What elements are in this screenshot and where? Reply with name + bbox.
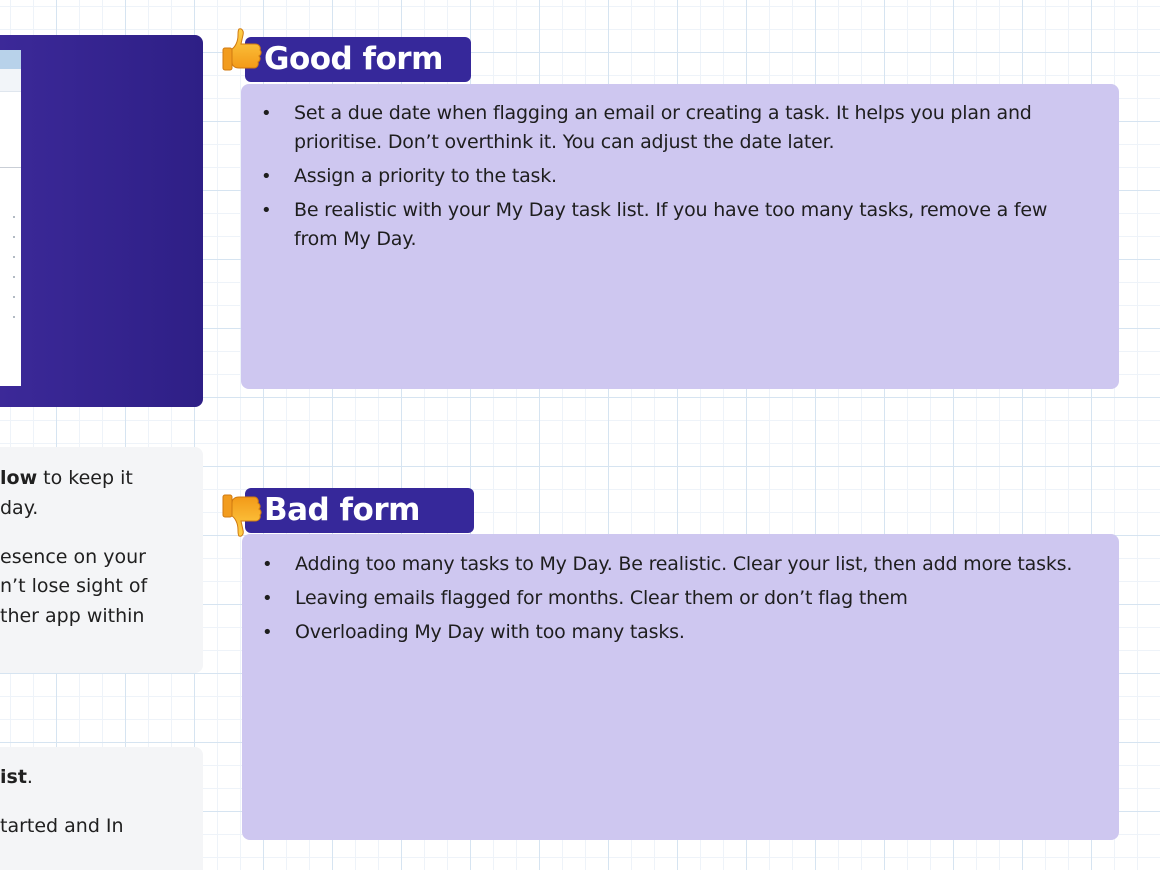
good-form-item: • Be realistic with your My Day task list. If you have too many tasks, remove a few from My Day. (261, 199, 1048, 250)
bad-form-item: • Adding too many tasks to My Day. Be realistic. Clear your list, then add more tasks. (262, 553, 1073, 575)
bad-form-list (242, 550, 1119, 652)
left-text-card (0, 447, 203, 673)
screenshot-titlebar (0, 50, 21, 69)
screenshot-dot (13, 256, 15, 258)
screenshot-divider (0, 167, 21, 168)
good-form-item: • Assign a priority to the task. (261, 165, 557, 187)
good-form-title: Good form (264, 41, 443, 77)
good-form-header (245, 37, 471, 82)
screenshot-dot (13, 236, 15, 238)
bad-form-item: • Overloading My Day with too many tasks. (262, 621, 685, 643)
thumbs-up-icon (221, 27, 265, 77)
good-form-box (241, 84, 1119, 389)
screenshot-image (0, 50, 21, 386)
left-text-line: n’t lose sight of (0, 575, 148, 597)
screenshot-ribbon (0, 69, 21, 92)
bad-form-header (245, 488, 474, 533)
screenshot-dot (13, 276, 15, 278)
left-text-line: esence on your (0, 546, 146, 568)
screenshot-dot (13, 296, 15, 298)
left-text-line: low to keep it (0, 467, 133, 489)
screenshot-dot (13, 316, 15, 318)
bad-form-item: • Leaving emails flagged for months. Clear them or don’t flag them (262, 587, 908, 609)
bad-form-title: Bad form (264, 492, 420, 528)
left-text-card (0, 747, 203, 870)
left-text-line: day. (0, 497, 39, 519)
screenshot-dot (13, 216, 15, 218)
left-text-line: ther app within (0, 605, 145, 627)
good-form-item: • Set a due date when flagging an email or creating a task. It helps you plan and prioritise. Don’t overthink it. You can adjust the date later. (261, 102, 1032, 153)
left-text-line: tarted and In (0, 815, 124, 837)
bad-form-box (242, 534, 1119, 840)
left-text-line: ist. (0, 766, 33, 788)
good-form-list (241, 99, 1119, 259)
thumbs-down-icon (221, 486, 265, 538)
screenshot-card (0, 35, 203, 407)
